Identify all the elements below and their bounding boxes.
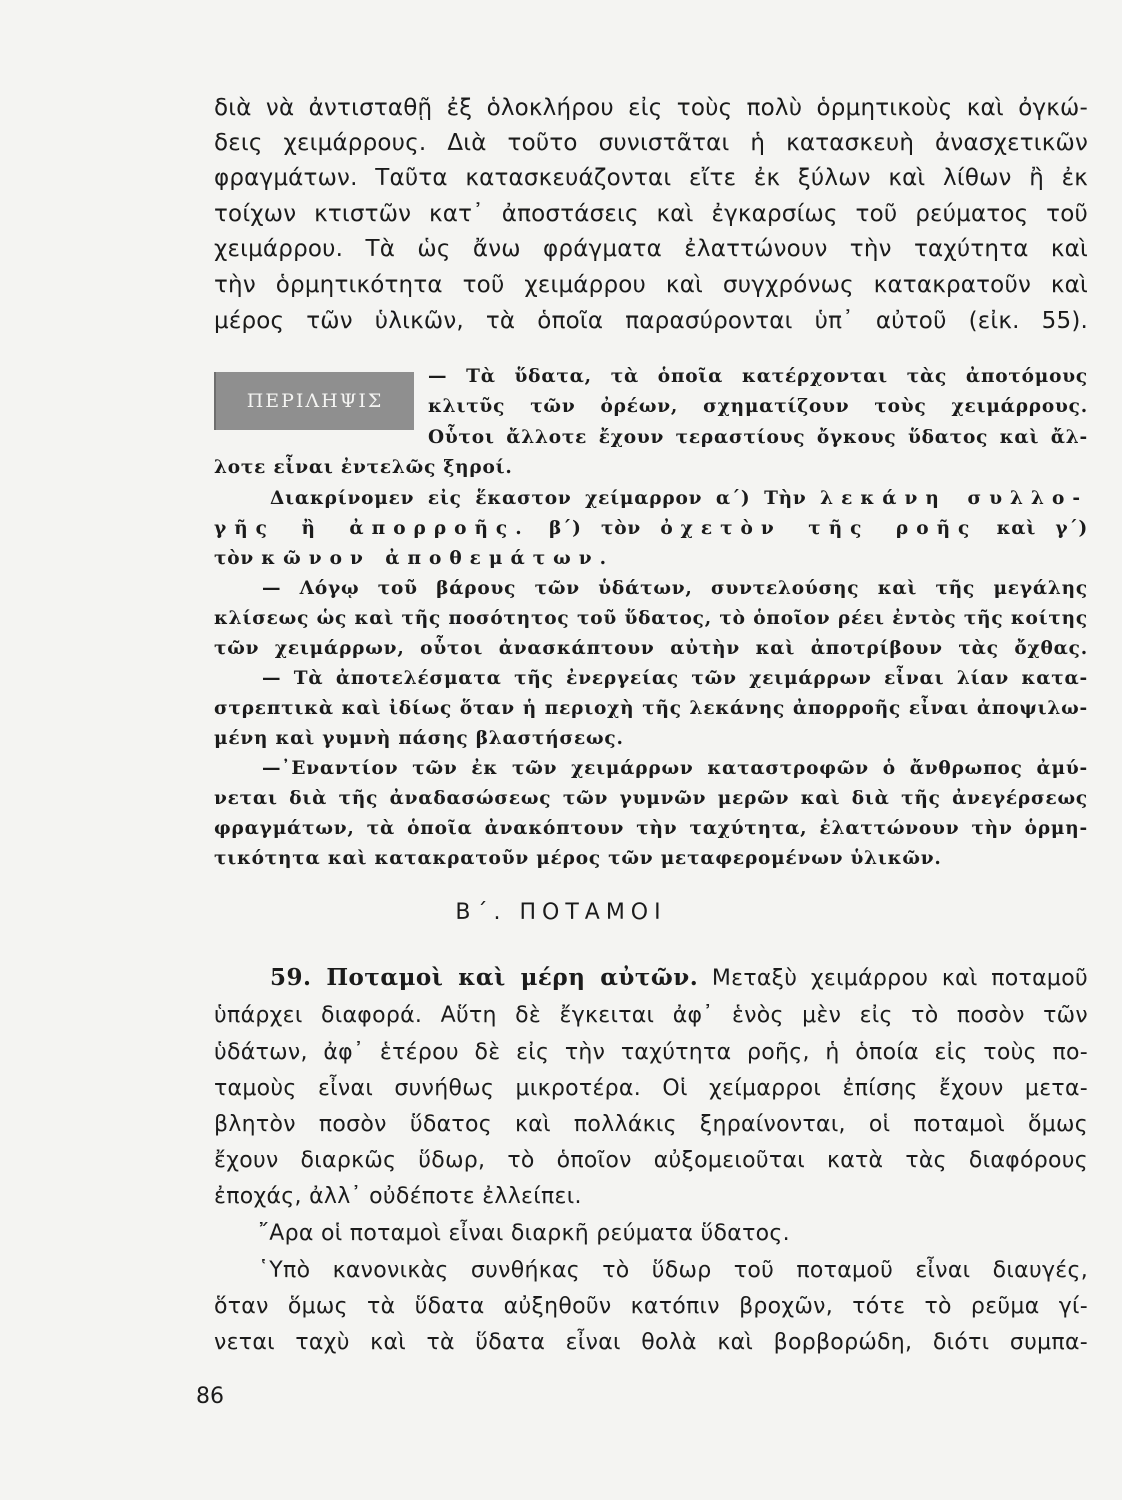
summary-line: φραγμάτων, τὰ ὁποῖα ἀνακόπτουν τὴν ταχύτητα, ἐλαττώνουν τὴν ὁρμη-: [214, 818, 1088, 839]
summary-line: λοτε εἶναι ἐντελῶς ξηροί.: [214, 457, 513, 478]
intro-line: χειμάρρου. Τὰ ὡς ἄνω φράγματα ἐλαττώνουν τὴν ταχύτητα καὶ: [214, 236, 1088, 262]
section-line: ἐποχάς, ἀλλ᾽ οὐδέποτε ἐλλείπει.: [214, 1184, 582, 1209]
summary-line: [270, 488, 1088, 509]
summary-line: νεται διὰ τῆς ἀναδασώσεως τῶν γυμνῶν μερῶν καὶ διὰ τῆς ἀνεγέρσεως: [214, 788, 1088, 809]
section-line: ὑδάτων, ἀφ᾽ ἑτέρου δὲ εἰς τὴν ταχύτητα ροῆς, ἡ ὁποία εἰς τοὺς πο-: [214, 1040, 1088, 1065]
summary-text: τὸν: [214, 548, 255, 569]
spaced-term: γῆς ἢ ἀπορροῆς.: [214, 518, 530, 539]
summary-line: στρεπτικὰ καὶ ἰδίως ὅταν ἡ περιοχὴ τῆς λεκάνης ἀπορροῆς εἶναι ἀποψιλω-: [214, 698, 1088, 719]
summary-line: Οὗτοι ἄλλοτε ἔχουν τεραστίους ὄγκους ὕδατος καὶ ἄλ-: [428, 427, 1088, 448]
section-text: Μεταξὺ χειμάρρου καὶ ποταμοῦ: [711, 966, 1088, 991]
summary-text: β΄) τὸν: [548, 518, 642, 539]
section-line: βλητὸν ποσὸν ὕδατος καὶ πολλάκις ξηραίνονται, οἱ ποταμοὶ ὅμως: [214, 1112, 1088, 1137]
section-heading: Β΄. ΠΟΤΑΜΟΙ: [455, 900, 667, 925]
spaced-term: κῶνον ἀποθεμάτων.: [261, 548, 615, 569]
summary-line: — Τὰ ὕδατα, τὰ ὁποῖα κατέρχονται τὰς ἀποτόμους: [428, 366, 1088, 387]
summary-label: ΠΕΡΙΛΗΨΙΣ: [246, 390, 384, 412]
intro-line: τοίχων κτιστῶν κατ᾽ ἀποστάσεις καὶ ἐγκαρσίως τοῦ ρεύματος τοῦ: [214, 201, 1088, 227]
summary-line: [214, 548, 614, 569]
summary-line: — Λόγῳ τοῦ βάρους τῶν ὑδάτων, συντελούσης καὶ τῆς μεγάλης: [262, 578, 1088, 599]
summary-line: μένη καὶ γυμνὴ πάσης βλαστήσεως.: [214, 728, 624, 749]
intro-line: μέρος τῶν ὑλικῶν, τὰ ὁποῖα παρασύρονται ὑπ᾽ αὐτοῦ (εἰκ. 55).: [214, 308, 1088, 334]
section-line: ῾Υπὸ κανονικὰς συνθήκας τὸ ὕδωρ τοῦ ποταμοῦ εἶναι διαυγές,: [258, 1258, 1088, 1283]
summary-text: καὶ γ΄): [996, 518, 1089, 539]
summary-line: — Τὰ ἀποτελέσματα τῆς ἐνεργείας τῶν χειμάρρων εἶναι λίαν κατα-: [262, 668, 1088, 689]
section-line: ὅταν ὅμως τὰ ὕδατα αὐξηθοῦν κατόπιν βροχῶν, τότε τὸ ρεῦμα γί-: [214, 1294, 1088, 1319]
summary-line: κλίσεως ὡς καὶ τῆς ποσότητος τοῦ ὕδατος, τὸ ὁποῖον ρέει ἐντὸς τῆς κοίτης: [214, 608, 1088, 629]
summary-line: τικότητα καὶ κατακρατοῦν μέρος τῶν μεταφερομένων ὑλικῶν.: [214, 848, 942, 869]
summary-line: τῶν χειμάρρων, οὗτοι ἀνασκάπτουν αὐτὴν καὶ ἀποτρίβουν τὰς ὄχθας.: [214, 638, 1088, 659]
spaced-term: ὀχετὸν τῆς ροῆς: [660, 518, 978, 539]
intro-line: διὰ νὰ ἀντισταθῇ ἐξ ὁλοκλήρου εἰς τοὺς πολὺ ὁρμητικοὺς καὶ ὀγκώ-: [214, 95, 1088, 121]
intro-line: τὴν ὁρμητικότητα τοῦ χειμάρρου καὶ συγχρόνως κατακρατοῦν καὶ: [214, 272, 1088, 298]
summary-line: [214, 518, 1088, 539]
summary-line: κλιτῦς τῶν ὀρέων, σχηματίζουν τοὺς χειμάρρους.: [428, 396, 1088, 417]
section-line: νεται ταχὺ καὶ τὰ ὕδατα εἶναι θολὰ καὶ βορβορώδη, διότι συμπα-: [214, 1330, 1088, 1355]
summary-label-box: [214, 372, 414, 430]
intro-line: φραγμάτων. Ταῦτα κατασκευάζονται εἴτε ἐκ ξύλων καὶ λίθων ἢ ἐκ: [214, 165, 1088, 191]
spaced-term: λεκάνη συλλο-: [820, 488, 1088, 509]
section-first-line: [270, 964, 1088, 991]
section-line: ταμοὺς εἶναι συνήθως μικροτέρα. Οἱ χείμαρροι ἐπίσης ἔχουν μετα-: [214, 1076, 1088, 1101]
section-title: 59. Ποταμοὶ καὶ μέρη αὐτῶν.: [270, 964, 699, 991]
section-line: ἔχουν διαρκῶς ὕδωρ, τὸ ὁποῖον αὐξομειοῦται κατὰ τὰς διαφόρους: [214, 1148, 1088, 1173]
page-number: 86: [196, 1384, 224, 1409]
section-line: ὑπάρχει διαφορά. Αὕτη δὲ ἔγκειται ἀφ᾽ ἑνὸς μὲν εἰς τὸ ποσὸν τῶν: [214, 1003, 1088, 1028]
summary-text: Διακρίνομεν εἰς ἕκαστον χείμαρρον α΄) Τὴν: [270, 488, 807, 509]
summary-line: —᾿Εναντίον τῶν ἐκ τῶν χειμάρρων καταστροφῶν ὁ ἄνθρωπος ἀμύ-: [262, 758, 1088, 779]
section-paragraph: ῎Αρα οἱ ποταμοὶ εἶναι διαρκῆ ρεύματα ὕδατος.: [258, 1221, 790, 1246]
intro-line: δεις χειμάρρους. Διὰ τοῦτο συνιστᾶται ἡ κατασκευὴ ἀνασχετικῶν: [214, 130, 1088, 156]
